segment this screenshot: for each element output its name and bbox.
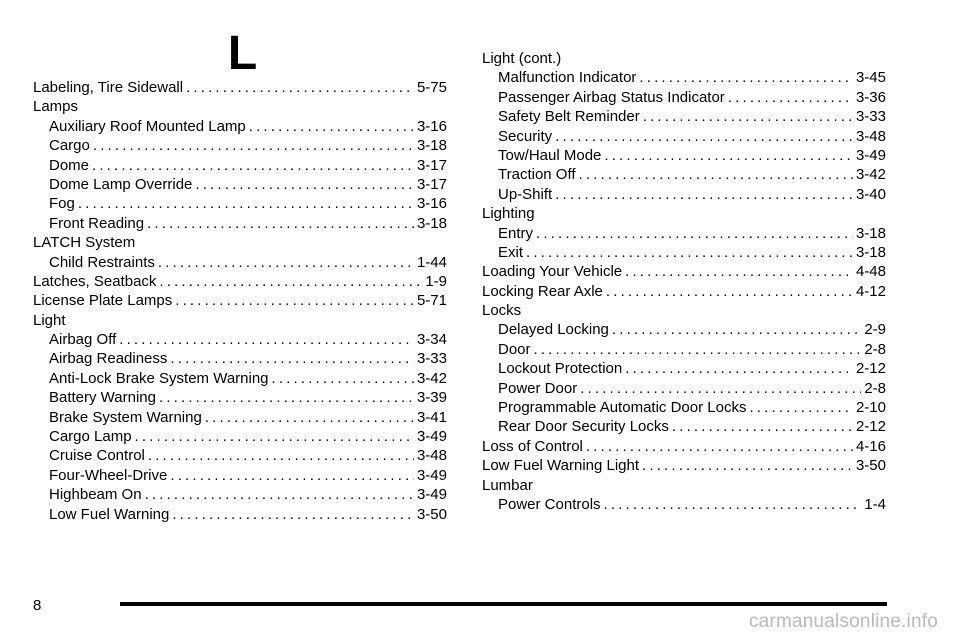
dot-leader — [92, 156, 414, 175]
index-entry — [33, 446, 447, 465]
entry-label: Security — [498, 127, 553, 145]
entry-label: Passenger Airbag Status Indicator — [498, 88, 725, 106]
entry-label: Traction Off — [498, 166, 576, 184]
index-entry — [33, 194, 447, 213]
entry-label: Cargo Lamp — [49, 428, 132, 446]
entry-label: Power Door — [498, 379, 578, 397]
entry-label: Lockout Protection — [498, 360, 623, 378]
entry-page: 3-40 — [855, 185, 886, 203]
entry-page: 3-39 — [416, 389, 447, 407]
dot-leader — [159, 272, 422, 291]
entry-page: 3-17 — [416, 175, 447, 193]
index-heading — [482, 49, 886, 68]
dot-leader — [643, 107, 853, 126]
entry-label: Safety Belt Reminder — [498, 108, 640, 126]
index-entry — [482, 320, 886, 339]
index-entry — [482, 495, 886, 514]
dot-leader — [135, 427, 414, 446]
index-entry — [33, 485, 447, 504]
index-entry — [33, 427, 447, 446]
entry-page: 2-12 — [855, 360, 886, 378]
entry-page: 1-4 — [864, 495, 886, 513]
index-column-left — [33, 78, 447, 524]
entry-label: Cruise Control — [49, 447, 145, 465]
index-heading — [33, 97, 447, 116]
index-entry — [482, 359, 886, 378]
dot-leader — [579, 165, 853, 184]
dot-leader — [672, 417, 853, 436]
entry-page: 3-49 — [855, 146, 886, 164]
entry-label: Dome — [49, 156, 90, 174]
dot-leader — [249, 117, 414, 136]
entry-page: 3-50 — [416, 505, 447, 523]
entry-page: 4-48 — [855, 263, 886, 281]
dot-leader — [195, 175, 414, 194]
dot-leader — [642, 456, 853, 475]
dot-leader — [749, 398, 853, 417]
index-entry — [482, 437, 886, 456]
entry-label: Front Reading — [49, 214, 145, 232]
entry-label: Light (cont.) — [482, 50, 562, 67]
dot-leader — [555, 185, 853, 204]
index-entry — [33, 117, 447, 136]
entry-label: Locking Rear Axle — [482, 282, 603, 300]
dot-leader — [145, 485, 414, 504]
dot-leader — [119, 330, 414, 349]
entry-label: Loss of Control — [482, 437, 583, 455]
entry-page: 2-8 — [864, 379, 886, 397]
entry-page: 3-49 — [416, 428, 447, 446]
index-entry — [482, 185, 886, 204]
index-heading — [33, 311, 447, 330]
watermark: carmanualsonline.info — [748, 611, 938, 632]
entry-label: Door — [498, 340, 531, 358]
index-entry — [33, 253, 447, 272]
dot-leader — [186, 78, 414, 97]
entry-label: Labeling, Tire Sidewall — [33, 79, 184, 96]
entry-page: 2-12 — [855, 418, 886, 436]
index-entry — [33, 291, 447, 310]
entry-label: Lighting — [482, 205, 535, 223]
entry-label: Highbeam On — [49, 486, 142, 504]
dot-leader — [586, 437, 853, 456]
entry-label: Lumbar — [482, 476, 533, 494]
entry-page: 3-41 — [416, 408, 447, 426]
entry-page: 3-18 — [855, 224, 886, 242]
index-entry — [482, 68, 886, 87]
entry-label: Locks — [482, 302, 522, 320]
entry-page: 3-18 — [416, 137, 447, 155]
dot-leader — [159, 388, 414, 407]
dot-leader — [728, 88, 853, 107]
entry-label: LATCH System — [33, 234, 136, 252]
entry-label: Fog — [49, 195, 75, 213]
index-entry — [482, 107, 886, 126]
dot-leader — [272, 369, 414, 388]
dot-leader — [534, 340, 862, 359]
dot-leader — [625, 359, 853, 378]
dot-leader — [580, 379, 861, 398]
entry-page: 1-9 — [425, 272, 447, 290]
dot-leader — [606, 282, 853, 301]
index-entry — [33, 369, 447, 388]
index-entry — [33, 156, 447, 175]
dot-leader — [172, 505, 414, 524]
entry-page: 3-18 — [416, 214, 447, 232]
entry-page: 3-36 — [855, 88, 886, 106]
entry-label: Loading Your Vehicle — [482, 263, 623, 281]
dot-leader — [205, 408, 414, 427]
entry-page: 3-48 — [416, 447, 447, 465]
entry-label: Airbag Off — [49, 331, 117, 349]
entry-label: Entry — [498, 224, 534, 242]
entry-page: 3-49 — [416, 486, 447, 504]
entry-page: 5-75 — [416, 79, 447, 96]
index-column-right — [482, 49, 886, 514]
index-entry — [482, 282, 886, 301]
entry-label: Exit — [498, 243, 524, 261]
index-entry — [482, 398, 886, 417]
index-entry — [33, 349, 447, 368]
entry-page: 2-10 — [855, 399, 886, 417]
index-entry — [33, 330, 447, 349]
index-entry — [33, 214, 447, 233]
index-entry — [33, 505, 447, 524]
index-entry — [482, 243, 886, 262]
entry-page: 4-12 — [855, 282, 886, 300]
entry-label: Power Controls — [498, 495, 601, 513]
entry-label: Dome Lamp Override — [49, 175, 193, 193]
index-entry — [482, 88, 886, 107]
entry-label: Child Restraints — [49, 253, 155, 271]
entry-page: 3-18 — [855, 243, 886, 261]
entry-label: Low Fuel Warning Light — [482, 457, 640, 475]
dot-leader — [175, 291, 414, 310]
entry-label: Programmable Automatic Door Locks — [498, 399, 747, 417]
entry-page: 3-33 — [416, 350, 447, 368]
entry-page: 3-48 — [855, 127, 886, 145]
entry-label: Light — [33, 311, 66, 329]
entry-page: 3-17 — [416, 156, 447, 174]
index-entry — [33, 175, 447, 194]
dot-leader — [604, 495, 862, 514]
dot-leader — [93, 136, 414, 155]
dot-leader — [158, 253, 414, 272]
index-heading — [482, 476, 886, 495]
index-heading — [482, 204, 886, 223]
entry-label: Rear Door Security Locks — [498, 418, 669, 436]
entry-page: 3-34 — [416, 331, 447, 349]
entry-label: Auxiliary Roof Mounted Lamp — [49, 117, 246, 135]
entry-page: 3-50 — [855, 457, 886, 475]
dot-leader — [170, 349, 414, 368]
index-entry — [482, 417, 886, 436]
entry-label: Airbag Readiness — [49, 350, 168, 368]
entry-page: 2-8 — [864, 340, 886, 358]
entry-page: 5-71 — [416, 292, 447, 310]
entry-page: 3-16 — [416, 117, 447, 135]
dot-leader — [639, 68, 853, 87]
index-heading — [482, 301, 886, 320]
dot-leader — [526, 243, 853, 262]
dot-leader — [147, 214, 414, 233]
entry-page: 3-45 — [855, 69, 886, 87]
index-entry — [33, 388, 447, 407]
entry-label: Tow/Haul Mode — [498, 146, 602, 164]
index-entry — [482, 146, 886, 165]
entry-label: Low Fuel Warning — [49, 505, 170, 523]
index-entry — [482, 456, 886, 475]
entry-label: Anti-Lock Brake System Warning — [49, 369, 269, 387]
entry-page: 3-49 — [416, 466, 447, 484]
entry-label: License Plate Lamps — [33, 292, 173, 310]
entry-label: Malfunction Indicator — [498, 69, 637, 87]
entry-page: 4-16 — [855, 437, 886, 455]
entry-label: Four-Wheel-Drive — [49, 466, 168, 484]
entry-page: 3-33 — [855, 108, 886, 126]
page-number: 8 — [33, 597, 42, 614]
index-entry — [33, 466, 447, 485]
dot-leader — [148, 446, 414, 465]
entry-label: Delayed Locking — [498, 321, 609, 339]
entry-label: Brake System Warning — [49, 408, 202, 426]
dot-leader — [536, 224, 853, 243]
index-entry — [33, 136, 447, 155]
dot-leader — [612, 320, 861, 339]
entry-label: Battery Warning — [49, 389, 156, 407]
dot-leader — [170, 466, 414, 485]
footer-rule — [120, 602, 887, 606]
index-entry — [33, 78, 447, 97]
index-entry — [33, 408, 447, 427]
entry-page: 2-9 — [864, 321, 886, 339]
entry-page: 3-42 — [855, 166, 886, 184]
entry-label: Lamps — [33, 98, 79, 116]
index-entry — [482, 262, 886, 281]
entry-page: 3-16 — [416, 195, 447, 213]
section-letter: L — [227, 27, 258, 80]
entry-label: Cargo — [49, 137, 90, 155]
entry-page: 1-44 — [416, 253, 447, 271]
entry-page: 3-42 — [416, 369, 447, 387]
dot-leader — [604, 146, 853, 165]
index-entry — [482, 340, 886, 359]
index-heading — [33, 233, 447, 252]
index-entry — [33, 272, 447, 291]
dot-leader — [78, 194, 414, 213]
index-entry — [482, 127, 886, 146]
index-entry — [482, 379, 886, 398]
entry-label: Latches, Seatback — [33, 272, 157, 290]
entry-label: Up-Shift — [498, 185, 553, 203]
index-entry — [482, 165, 886, 184]
index-entry — [482, 224, 886, 243]
dot-leader — [625, 262, 853, 281]
dot-leader — [555, 127, 853, 146]
